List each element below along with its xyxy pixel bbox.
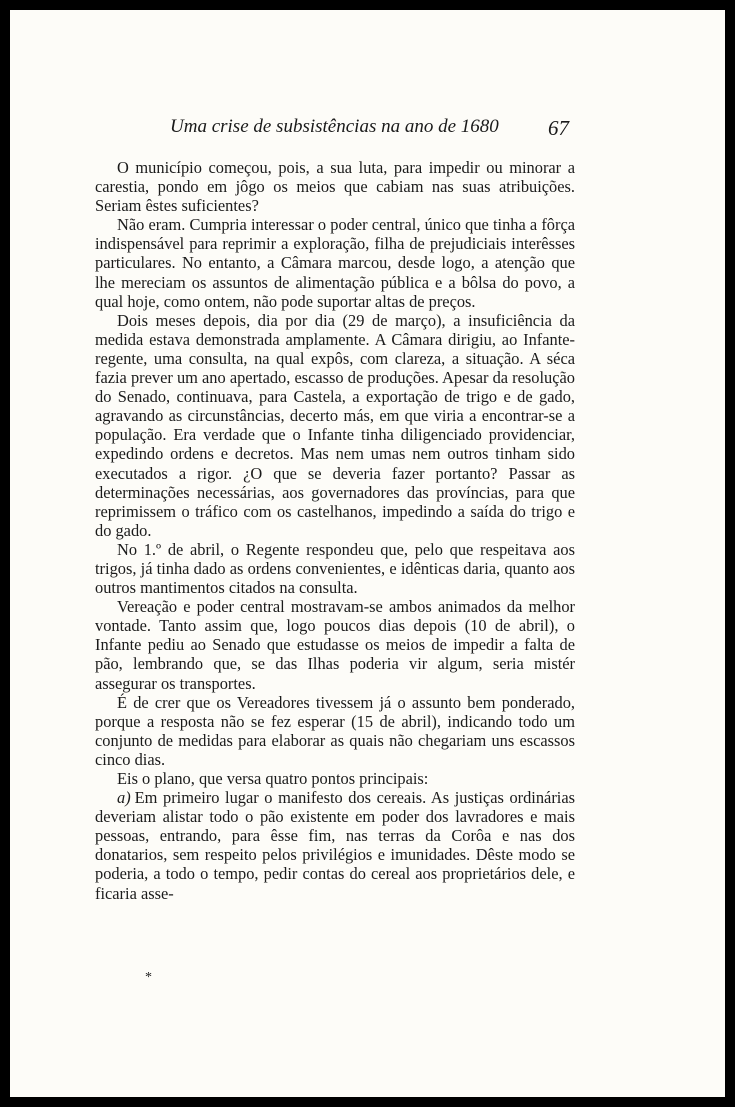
paragraph: Eis o plano, que versa quatro pontos principais: <box>117 769 429 788</box>
page-number: 67 <box>548 116 569 140</box>
book-page <box>10 10 725 1097</box>
running-title: Uma crise de subsistências na ano de 1680 <box>170 116 499 137</box>
body-text <box>95 158 575 903</box>
list-item-label: a) <box>117 788 131 808</box>
list-item-text: Em primeiro lugar o manifesto dos cereais. As justiças ordinárias deveriam alistar todo o pão existente em poder dos lavradores e mais pessoas, entrando, para êsse fim, nas terras da Corôa e nas dos donatarios, sem respeito pelos privilégios e imunidades. Dêste modo se poderia, a todo o tempo, pedir contas do cereal aos proprietários dele, e ficaria asse- <box>95 788 575 903</box>
page-header <box>10 116 725 144</box>
paragraph: No 1.º de abril, o Regente respondeu que, pelo que respeitava aos trigos, já tinha dado as ordens convenientes, e idênticas daria, quanto aos outros mantimentos citados na consulta. <box>95 539 575 598</box>
paragraph: Dois meses depois, dia por dia (29 de março), a insuficiência da medida estava demonstrada amplamente. A Câmara dirigiu, ao Infante-regente, uma consulta, na qual expôs, com clareza, a situação. A séca fazia prever um ano apertado, escasso de produções. Apesar da resolução do Senado, continuava, para Castela, a exportação de trigo e de gado, agravando as circunstâncias, decerto más, em que viria a encontrar-se a população. Era verdade que o Infante tinha diligenciado providenciar, expedindo ordens e decretos. Mas nem umas nem outros tinham sido executados a rigor. ¿O que se deveria fazer portanto? Passar as determinações necessárias, aos governadores das províncias, para que reprimissem o tráfico com os castelhanos, impedindo a saída do trigo e do gado. <box>95 310 575 540</box>
paragraph: O município começou, pois, a sua luta, para impedir ou minorar a carestia, pondo em jôgo os meios que cabiam nas suas atribuições. Seriam êstes suficientes? <box>95 158 575 216</box>
paragraph: Vereação e poder central mostravam-se ambos animados da melhor vontade. Tanto assim que, logo poucos dias depois (10 de abril), o Infante pediu ao Senado que estudasse os meios de impedir a falta de pão, lembrando que, se das Ilhas poderia vir algum, seria mistér assegurar os transportes. <box>95 597 575 693</box>
signature-mark: * <box>145 970 152 985</box>
paragraph: É de crer que os Vereadores tivessem já o assunto bem ponderado, porque a resposta não se fez esperar (15 de abril), indicando todo um conjunto de medidas para elaborar as quais não chegariam uns escassos cinco dias. <box>95 692 575 769</box>
paragraph: Não eram. Cumpria interessar o poder central, único que tinha a fôrça indispensável para reprimir a exploração, filha de prejudiciais interêsses particulares. No entanto, a Câmara marcou, desde logo, a atenção que lhe mereciam os assuntos de alimentação pública e a bôlsa do povo, a qual hoje, como ontem, não pode suportar altas de preços. <box>95 215 575 311</box>
list-item <box>95 788 575 903</box>
